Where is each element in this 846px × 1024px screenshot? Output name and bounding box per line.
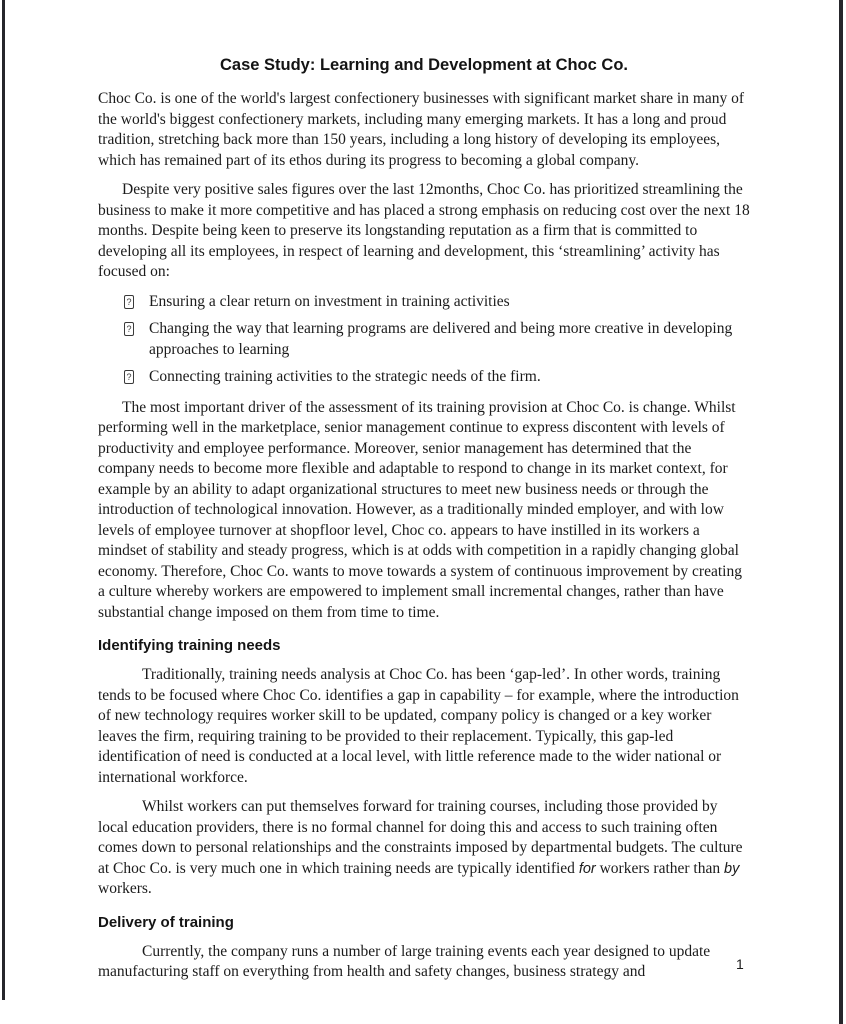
heading-identifying-training-needs: Identifying training needs xyxy=(98,637,281,654)
paragraph-whilst-part2: workers rather than xyxy=(595,859,724,877)
paragraph-intro: Choc Co. is one of the world's largest confectionery businesses with significant market share in many of the world's biggest confectionery markets, including many emerging markets. It has a long and proud tradition, stretching back more than 150 years, including a long history of developing its employees, which has remained part of its ethos during its progress to becoming a global company. xyxy=(98,90,745,169)
italic-word-for: for xyxy=(578,860,596,877)
paragraph-whilst-part1: Whilst workers can put themselves forward for training courses, including those provided by local education providers, there is no formal channel for doing this and access to such training often comes down to personal relationships and the constraints imposed by departmental budgets. The culture at Choc Co. is very much one in which training needs are typically identified xyxy=(98,798,743,877)
bullet-text: Changing the way that learning programs are delivered and being more creative in developing approaches to learning xyxy=(149,320,733,358)
document-title: Case Study: Learning and Development at Choc Co. xyxy=(220,56,628,74)
scan-border-right xyxy=(839,0,843,1024)
paragraph-whilst-part3: workers. xyxy=(98,880,152,897)
scan-border-left xyxy=(2,0,5,1000)
paragraph-whilst xyxy=(98,797,750,900)
bullet-text: Connecting training activities to the strategic needs of the firm. xyxy=(149,368,541,385)
paragraph-driver: The most important driver of the assessment of its training provision at Choc Co. is change. Whilst performing well in the marketplace, senior management continue to express discontent with levels of productivity and employee performance. Moreover, senior management has determined that the company needs to become more flexible and adaptable to respond to change in its market context, for example by an ability to adapt organizational structures to meet new business needs or through the introduction of technological innovation. However, as a traditionally minded employer, and with low levels of employee turnover at shopfloor level, Choc co. appears to have instilled in its workers a mindset of stability and steady progress, which is at odds with competition in a rapidly changing global economy. Therefore, Choc Co. wants to move towards a system of continuous improvement by creating a culture whereby workers are empowered to implement small incremental changes, rather than have substantial change imposed on them from time to time. xyxy=(98,398,742,621)
list-item xyxy=(124,292,750,313)
bullet-list xyxy=(124,292,750,388)
document-page xyxy=(98,56,750,992)
missing-glyph-bullet-icon: ? xyxy=(124,370,134,384)
paragraph-traditionally: Traditionally, training needs analysis at Choc Co. has been ‘gap-led’. In other words, training tends to be focused where Choc Co. identifies a gap in capability – for example, where the introduction of new technology requires worker skill to be updated, company policy is changed or a key worker leaves the firm, requiring training to be provided to their replacement. Typically, this gap-led identification of need is conducted at a local level, with little reference made to the wider national or international workforce. xyxy=(98,666,739,786)
paragraph-currently: Currently, the company runs a number of large training events each year designed to update manufacturing staff on everything from health and safety changes, business strategy and xyxy=(98,942,711,980)
heading-delivery-of-training: Delivery of training xyxy=(98,913,234,931)
bullet-text: Ensuring a clear return on investment in training activities xyxy=(149,292,510,310)
missing-glyph-bullet-icon: ? xyxy=(124,322,134,336)
italic-word-by: by xyxy=(724,860,740,877)
list-item xyxy=(124,367,750,388)
missing-glyph-bullet-icon: ? xyxy=(124,295,134,309)
paragraph-despite: Despite very positive sales figures over the last 12months, Choc Co. has prioritized streamlining the business to make it more competitive and has placed a strong emphasis on reducing cost over the next 18 months. Despite being keen to preserve its longstanding reputation as a firm that is committed to developing all its employees, in respect of learning and development, this ‘streamlining’ activity has focused on: xyxy=(98,181,750,280)
list-item xyxy=(124,319,750,360)
page-number: 1 xyxy=(736,956,744,972)
